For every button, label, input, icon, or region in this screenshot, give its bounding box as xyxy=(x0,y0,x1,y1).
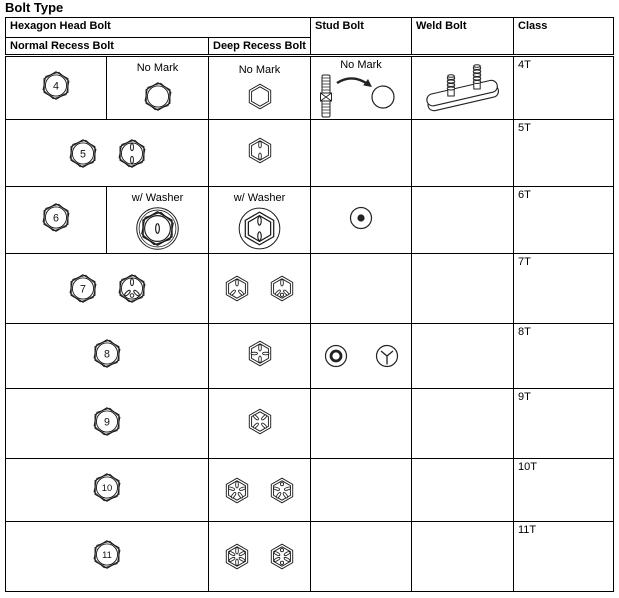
svg-text:11: 11 xyxy=(102,548,112,560)
cell-8t-deep xyxy=(209,324,311,389)
svg-text:6: 6 xyxy=(53,212,59,225)
cell-4t-weld xyxy=(412,56,514,120)
no-mark-label: No Mark xyxy=(136,61,179,74)
svg-text:5: 5 xyxy=(79,147,86,160)
cell-9t-stud xyxy=(311,389,412,459)
hex-head-number-7-icon xyxy=(64,268,102,309)
hex-head-number-5-icon xyxy=(64,133,102,174)
deep-recess-hex-3-marks-dot-icon xyxy=(265,270,299,307)
circle-center-dot-icon xyxy=(341,198,381,238)
deep-recess-hex-6-marks-icon xyxy=(220,538,254,575)
svg-text:7: 7 xyxy=(79,283,86,296)
page-title: Bolt Type xyxy=(5,0,64,15)
cell-8t-stud xyxy=(311,324,412,389)
cell-10t-class: 10T xyxy=(514,459,614,522)
header-row-1 xyxy=(6,18,614,38)
cell-11t-normal xyxy=(6,522,209,592)
row-4t xyxy=(6,56,614,120)
cell-8t-weld xyxy=(412,324,514,389)
header-normal-recess-bolt: Normal Recess Bolt xyxy=(6,38,209,56)
row-11t xyxy=(6,522,614,592)
deep-recess-hex-4-diagonal-marks-icon xyxy=(243,403,277,440)
cell-11t-stud xyxy=(311,522,412,592)
cell-5t-weld xyxy=(412,120,514,187)
cell-9t-deep xyxy=(209,389,311,459)
row-9t xyxy=(6,389,614,459)
cell-7t-stud xyxy=(311,254,412,324)
with-washer-label: w/ Washer xyxy=(131,191,184,204)
cell-9t-class: 9T xyxy=(514,389,614,459)
header-weld-bolt: Weld Bolt xyxy=(412,18,514,56)
row-6t xyxy=(6,187,614,254)
cell-6t-deep xyxy=(209,187,311,254)
double-circle-ring-icon xyxy=(316,336,356,376)
hex-head-number-8-icon xyxy=(88,333,126,374)
cell-4t-class: 4T xyxy=(514,56,614,120)
cell-8t-class: 8T xyxy=(514,324,614,389)
with-washer-label: w/ Washer xyxy=(233,191,286,204)
hex-head-2-marks-icon xyxy=(113,133,151,174)
row-7t xyxy=(6,254,614,324)
no-mark-label: No Mark xyxy=(238,63,281,76)
hex-head-number-10-icon xyxy=(88,467,126,508)
deep-recess-hex-4-marks-1-dot-icon xyxy=(265,472,299,509)
cell-6t-normal-number xyxy=(6,187,107,254)
deep-recess-hex-5-marks-icon xyxy=(220,472,254,509)
cell-5t-stud xyxy=(311,120,412,187)
row-5t xyxy=(6,120,614,187)
svg-text:10: 10 xyxy=(101,481,113,493)
cell-6t-stud xyxy=(311,187,412,254)
row-10t xyxy=(6,459,614,522)
cell-7t-weld xyxy=(412,254,514,324)
cell-6t-normal-mark xyxy=(107,187,209,254)
cell-5t-class: 5T xyxy=(514,120,614,187)
hex-head-plain-icon xyxy=(139,76,177,117)
washer-deep-hex-2-marks-icon xyxy=(235,206,284,251)
cell-7t-deep xyxy=(209,254,311,324)
hex-head-3-marks-dot-icon xyxy=(113,268,151,309)
cell-11t-deep xyxy=(209,522,311,592)
no-mark-label: No Mark xyxy=(340,59,382,71)
cell-10t-weld xyxy=(412,459,514,522)
deep-recess-hex-2-marks-icon xyxy=(243,132,277,169)
cell-9t-normal xyxy=(6,389,209,459)
cell-7t-normal xyxy=(6,254,209,324)
hex-head-number-6-icon xyxy=(37,197,75,238)
cell-8t-normal xyxy=(6,324,209,389)
cell-11t-weld xyxy=(412,522,514,592)
stud-bolt-arrow-icon xyxy=(313,73,409,119)
deep-recess-hex-plain-icon xyxy=(243,78,277,115)
cell-10t-normal xyxy=(6,459,209,522)
cell-4t-deep xyxy=(209,56,311,120)
header-class: Class xyxy=(514,18,614,56)
svg-text:8: 8 xyxy=(104,348,110,361)
deep-recess-hex-4-marks-2-dots-icon xyxy=(265,538,299,575)
cell-4t-normal-mark xyxy=(107,56,209,120)
cell-4t-normal-number xyxy=(6,56,107,120)
washer-hex-1-mark-icon xyxy=(133,206,182,251)
header-hexagon-head-bolt: Hexagon Head Bolt xyxy=(6,18,311,38)
cell-10t-deep xyxy=(209,459,311,522)
cell-11t-class: 11T xyxy=(514,522,614,592)
cell-5t-normal xyxy=(6,120,209,187)
cell-6t-class: 6T xyxy=(514,187,614,254)
svg-text:4: 4 xyxy=(53,80,59,93)
row-8t xyxy=(6,324,614,389)
cell-7t-class: 7T xyxy=(514,254,614,324)
header-stud-bolt: Stud Bolt xyxy=(311,18,412,56)
hex-head-number-9-icon xyxy=(88,401,126,442)
hex-head-number-4-icon xyxy=(37,65,75,106)
bolt-type-table xyxy=(5,17,614,592)
hex-head-number-11-icon xyxy=(88,534,126,575)
cell-10t-stud xyxy=(311,459,412,522)
deep-recess-hex-3-marks-icon xyxy=(220,270,254,307)
weld-bolt-icon xyxy=(421,59,505,113)
cell-6t-weld xyxy=(412,187,514,254)
header-deep-recess-bolt: Deep Recess Bolt xyxy=(209,38,311,56)
svg-text:9: 9 xyxy=(104,415,110,428)
cell-4t-stud xyxy=(311,56,412,120)
circle-y-mark-icon xyxy=(367,336,407,376)
cell-9t-weld xyxy=(412,389,514,459)
cell-5t-deep xyxy=(209,120,311,187)
deep-recess-hex-4-marks-icon xyxy=(243,335,277,372)
